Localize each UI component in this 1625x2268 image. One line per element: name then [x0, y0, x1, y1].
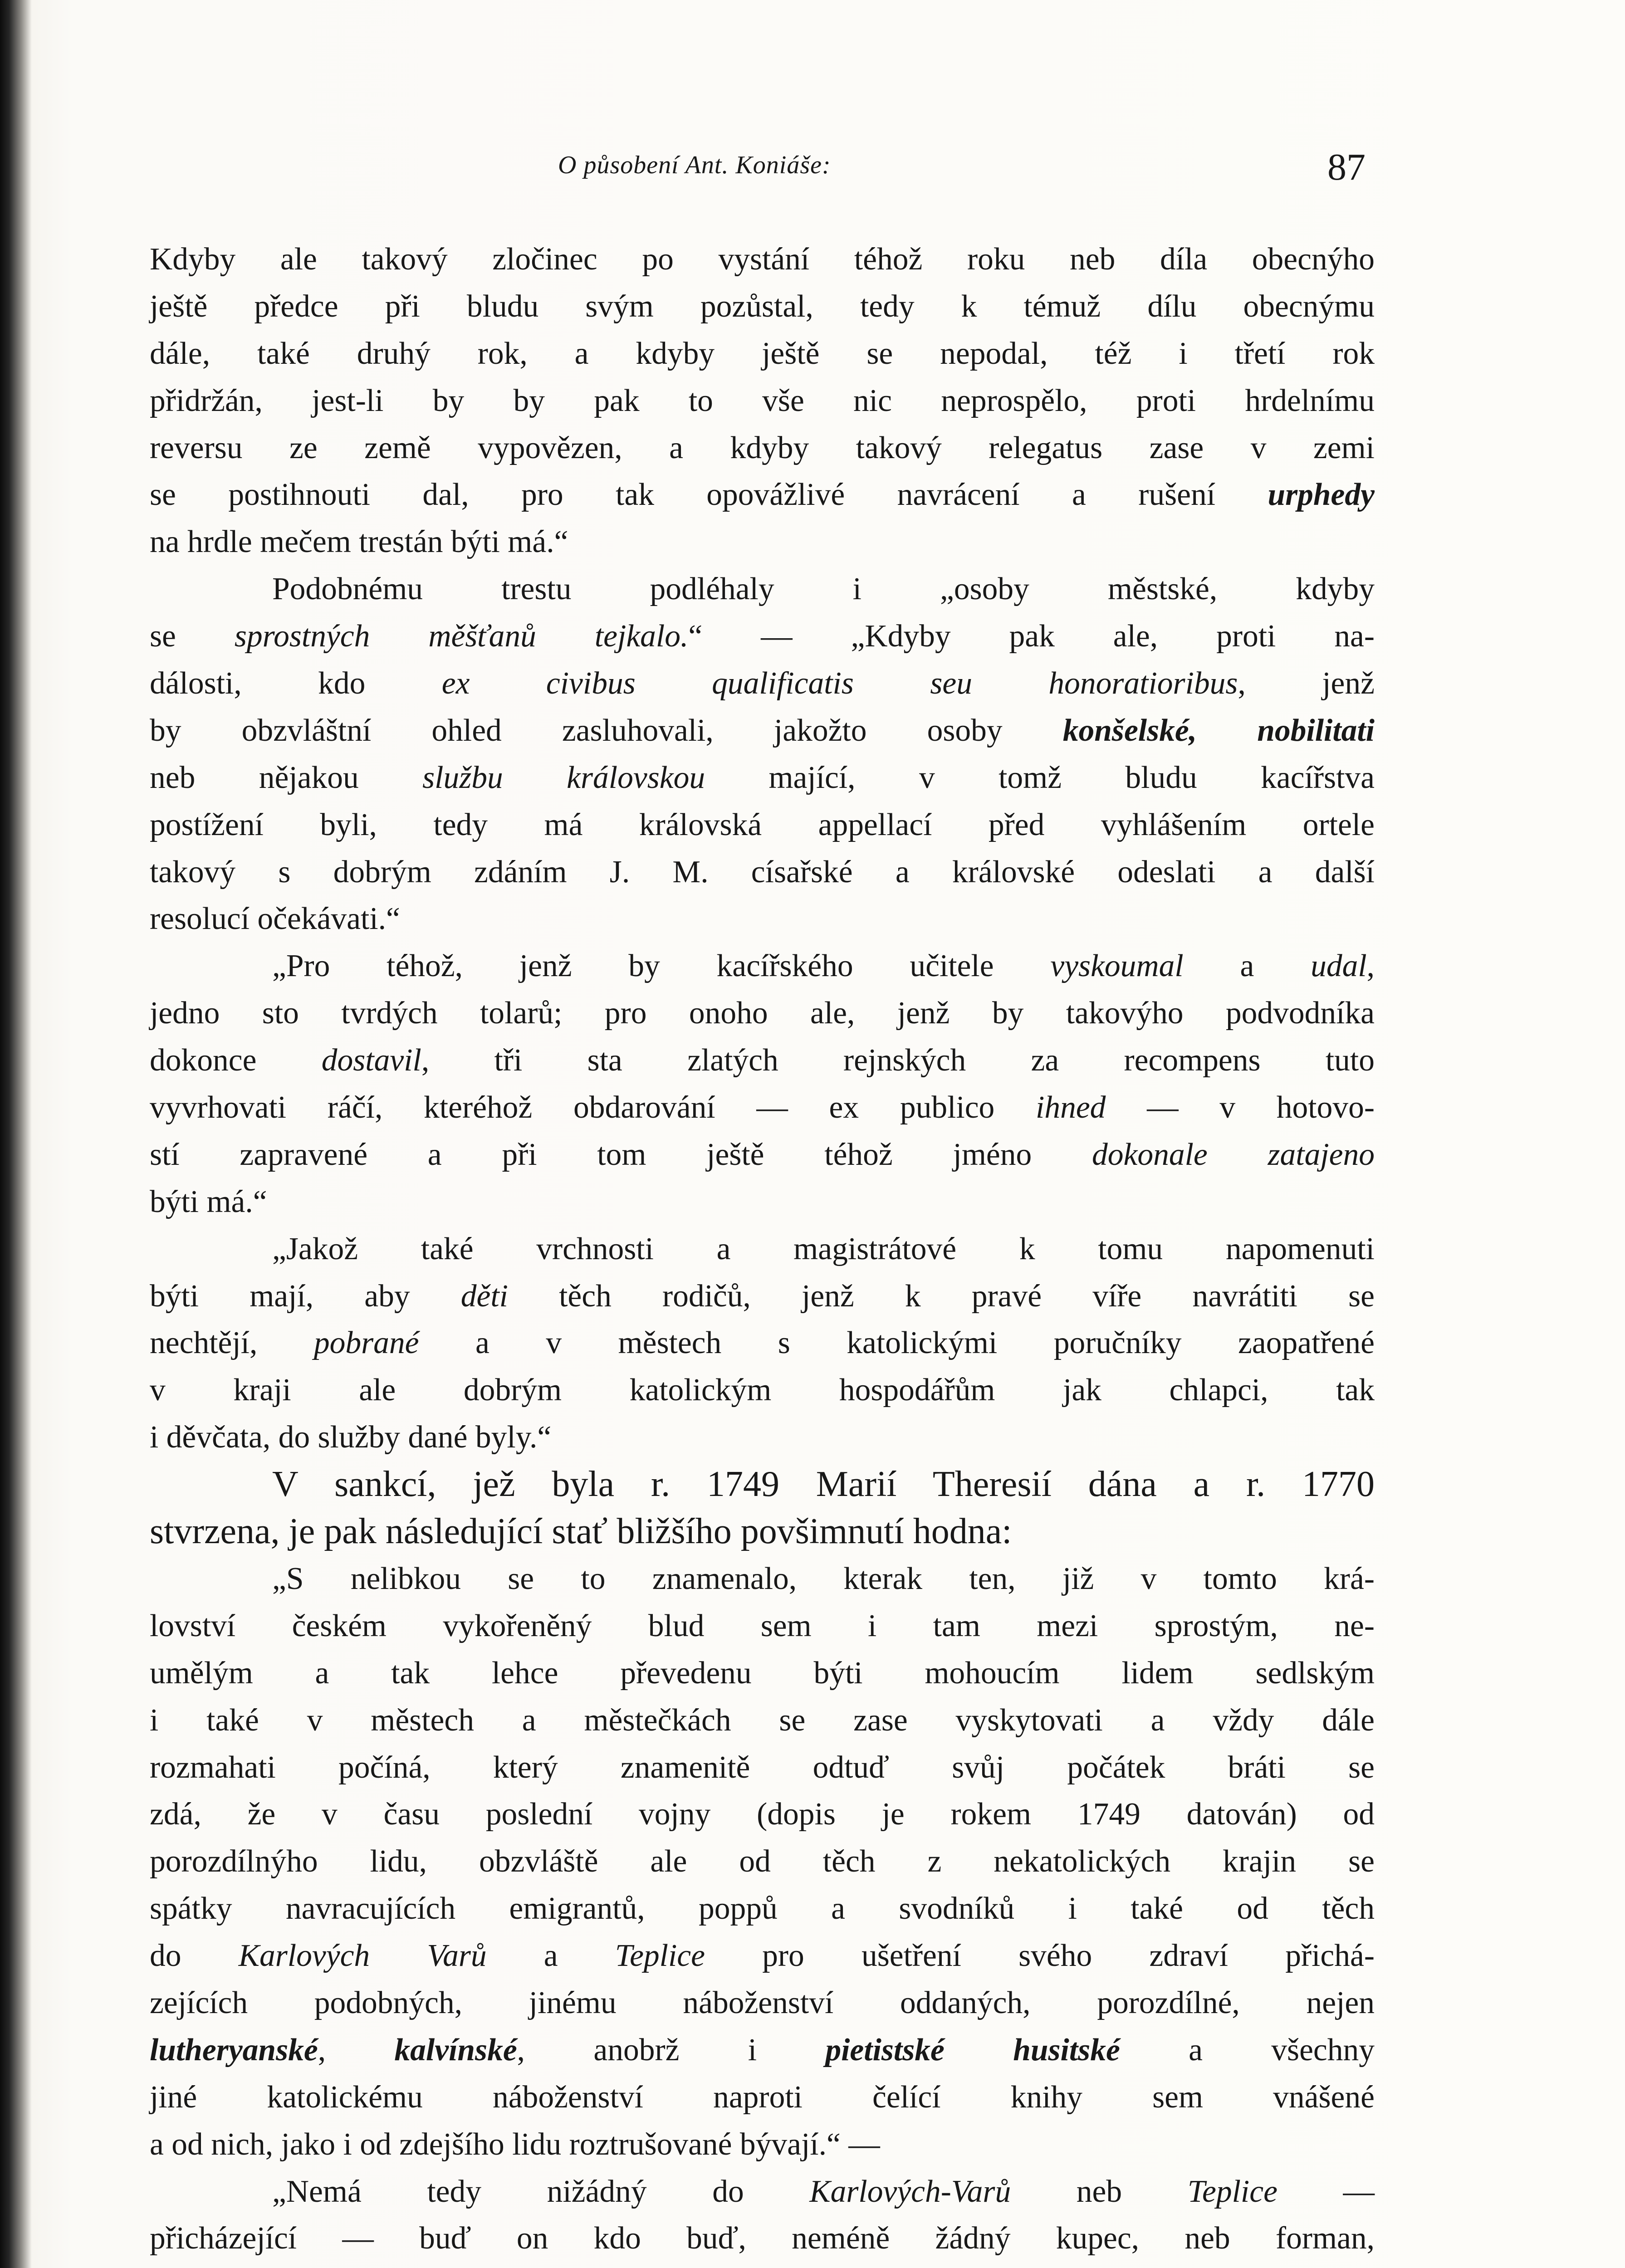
text-line — [150, 2121, 1375, 2168]
text-line — [150, 1273, 1375, 1320]
text-line — [150, 425, 1375, 472]
text-line — [150, 660, 1375, 707]
emphasized-text: Karlových-Varů — [809, 2174, 1011, 2209]
text-line — [150, 1131, 1375, 1178]
text-line — [150, 849, 1375, 896]
text-line — [150, 330, 1375, 377]
text-segment: ještě předce při bludu svým pozůstal, tedy k témuž dílu obecnýmu — [150, 288, 1375, 324]
text-line — [150, 2027, 1375, 2074]
text-segment: a — [1183, 948, 1311, 984]
page-binding-edge — [0, 0, 32, 2268]
text-segment: i děvčata, do služby dané byly.“ — [150, 1420, 552, 1455]
text-segment: dokonce — [150, 1043, 322, 1078]
text-segment: stí zapravené a při tom ještě téhož jméno — [150, 1137, 1092, 1172]
text-segment: stvrzena, je pak následující stať bližšího povšimnutí hodna: — [150, 1511, 1012, 1552]
text-line — [150, 1461, 1375, 1508]
page-header — [558, 145, 1366, 195]
text-segment: „S nelibkou se to znamenalo, kterak ten, již v tomto krá- — [272, 1561, 1375, 1596]
text-segment: přidržán, jest-li by by pak to vše nic neprospělo, proti hrdelnímu — [150, 383, 1375, 418]
emphasized-text: pobrané — [313, 1325, 419, 1361]
text-segment: , tři sta zlatých rejnských za recompens tuto — [421, 1043, 1375, 1078]
text-line — [150, 1697, 1375, 1744]
emphasized-text: ihned — [1036, 1090, 1106, 1125]
emphasized-text: kalvínské — [394, 2032, 517, 2068]
text-segment: jedno sto tvrdých tolarů; pro onoho ale, jenž by takovýho podvodníka — [150, 996, 1375, 1031]
text-segment: do — [150, 1938, 239, 1974]
text-segment: , anobrž i — [517, 2032, 826, 2068]
text-line — [150, 283, 1375, 330]
text-segment: , jenž — [1238, 666, 1375, 701]
text-segment: neb — [1011, 2174, 1188, 2209]
text-line — [150, 2168, 1375, 2215]
emphasized-text: dokonale zatajeno — [1091, 1137, 1375, 1172]
emphasized-text: dostavil — [321, 1043, 421, 1078]
text-line — [150, 754, 1375, 802]
text-line — [150, 2262, 1375, 2268]
text-segment: takový s dobrým zdáním J. M. císařské a královské odeslati a další — [150, 854, 1375, 890]
text-segment: se postihnouti dal, pro tak opovážlivé navrácení a rušení — [150, 477, 1268, 513]
text-segment: Podobnému trestu podléhaly i „osoby městské, kdyby — [272, 572, 1375, 607]
text-segment: , — [1366, 948, 1375, 984]
text-line — [150, 1791, 1375, 1838]
text-segment: reversu ze země vypovězen, a kdyby takový relegatus zase v zemi — [150, 430, 1375, 465]
emphasized-text: službu královskou — [422, 760, 705, 795]
text-segment: — — [1277, 2174, 1375, 2209]
text-line — [150, 895, 1375, 943]
emphasized-text: děti — [460, 1278, 508, 1314]
text-line — [150, 943, 1375, 990]
text-line — [150, 1367, 1375, 1414]
text-line — [150, 1555, 1375, 1603]
text-segment: dálosti, kdo — [150, 666, 442, 701]
text-line — [150, 613, 1375, 660]
emphasized-text: udal — [1311, 948, 1367, 984]
emphasized-text: ex civibus qualificatis seu honoratioribus — [441, 666, 1238, 701]
text-segment: dále, také druhý rok, a kdyby ještě se nepodal, též i třetí rok — [150, 336, 1375, 371]
text-segment: mající, v tomž bludu kacířstva — [705, 760, 1375, 795]
text-line — [150, 471, 1375, 518]
emphasized-text: lutheryanské — [150, 2032, 318, 2068]
text-segment: jiné katolickému náboženství naproti čelící knihy sem vnášené — [150, 2079, 1375, 2115]
text-line — [150, 2074, 1375, 2121]
emphasized-text: konšelské, nobilitati — [1062, 713, 1375, 748]
text-segment: „Pro téhož, jenž by kacířského učitele — [272, 948, 1051, 984]
text-line — [150, 1650, 1375, 1697]
text-segment: a od nich, jako i od zdejšího lidu roztrušované bývají.“ — — [150, 2126, 880, 2162]
text-segment: by obzvláštní ohled zasluhovali, jakožto osoby — [150, 713, 1063, 748]
text-segment: zejících podobných, jinému náboženství oddaných, porozdílné, nejen — [150, 1985, 1375, 2020]
text-segment: postížení byli, tedy má královská appellací před vyhlášením ortele — [150, 807, 1375, 842]
text-line — [150, 802, 1375, 849]
text-line — [150, 1603, 1375, 1650]
text-segment: „Nemá tedy nižádný do — [272, 2174, 810, 2209]
emphasized-text: pietistské husitské — [825, 2032, 1120, 2068]
text-segment: — v hotovo- — [1106, 1090, 1375, 1125]
text-line — [150, 1980, 1375, 2027]
emphasized-text: urphedy — [1268, 477, 1375, 513]
text-segment: Kdyby ale takový zločinec po vystání téhož roku neb díla obecnýho — [150, 242, 1375, 277]
text-segment: , — [318, 2032, 395, 2068]
text-segment: “ — „Kdyby pak ale, proti na- — [688, 619, 1375, 654]
text-line — [150, 1744, 1375, 1791]
text-line — [150, 377, 1375, 425]
text-line — [150, 1178, 1375, 1226]
text-segment: neb nějakou — [150, 760, 423, 795]
text-segment: zdá, že v času poslední vojny (dopis je rokem 1749 datován) od — [150, 1797, 1375, 1832]
emphasized-text: Teplice — [615, 1938, 705, 1974]
text-segment: býti mají, aby — [150, 1278, 461, 1314]
text-segment: přicházející — buď on kdo buď, neméně žádný kupec, neb forman, — [150, 2221, 1375, 2256]
text-segment: rozmahati počíná, který znamenitě odtuď svůj počátek bráti se — [150, 1750, 1375, 1785]
text-line — [150, 1320, 1375, 1367]
text-segment: v kraji ale dobrým katolickým hospodářům jak chlapci, tak — [150, 1373, 1375, 1408]
text-line — [150, 1084, 1375, 1131]
text-segment: a — [486, 1938, 615, 1974]
text-segment: „Jakož také vrchnosti a magistrátové k tomu napomenuti — [272, 1231, 1375, 1266]
text-line — [150, 518, 1375, 566]
text-segment: pro ušetření svého zdraví přichá- — [705, 1938, 1375, 1974]
text-line — [150, 236, 1375, 283]
text-line — [150, 566, 1375, 613]
text-line — [150, 1932, 1375, 1980]
text-line — [150, 1226, 1375, 1273]
text-line — [150, 990, 1375, 1037]
text-segment: na hrdle mečem trestán býti má.“ — [150, 524, 568, 560]
text-segment: těch rodičů, jenž k pravé víře navrátiti se — [508, 1278, 1375, 1314]
body-text — [150, 236, 1375, 2268]
text-line — [150, 1414, 1375, 1461]
text-segment: resolucí očekávati.“ — [150, 901, 400, 937]
text-segment: a v městech s katolickými poručníky zaopatřené — [419, 1325, 1375, 1361]
text-line — [150, 1885, 1375, 1932]
running-head: O působení Ant. Koniáše: — [558, 151, 831, 179]
emphasized-text: Karlových Varů — [238, 1938, 487, 1974]
emphasized-text: sprostných měšťanů tejkalo. — [234, 619, 689, 654]
text-segment: i také v městech a městečkách se zase vyskytovati a vždy dále — [150, 1702, 1375, 1738]
text-line — [150, 1037, 1375, 1084]
text-line — [150, 2215, 1375, 2262]
emphasized-text: vyskoumal — [1050, 948, 1184, 984]
text-segment: lovství českém vykořeněný blud sem i tam mezi sprostým, ne- — [150, 1608, 1375, 1643]
text-segment: porozdílnýho lidu, obzvláště ale od těch z nekatolických krajin se — [150, 1844, 1375, 1879]
text-segment: nechtějí, — [150, 1325, 314, 1361]
text-line — [150, 707, 1375, 754]
text-line — [150, 1838, 1375, 1885]
page-number: 87 — [1327, 146, 1366, 188]
text-segment: býti má.“ — [150, 1184, 267, 1219]
emphasized-text: Teplice — [1187, 2174, 1277, 2209]
text-segment: umělým a tak lehce převedenu býti mohoucím lidem sedlským — [150, 1655, 1375, 1691]
text-line — [150, 1508, 1375, 1555]
text-segment: V sankcí, jež byla r. 1749 Marií Theresií dána a r. 1770 — [272, 1464, 1375, 1505]
text-segment: se — [150, 619, 235, 654]
text-segment: a všechny — [1120, 2032, 1375, 2068]
text-segment: spátky navracujících emigrantů, poppů a svodníků i také od těch — [150, 1891, 1375, 1926]
text-segment: vyvrhovati ráčí, kteréhož obdarování — ex publico — [150, 1090, 1036, 1125]
